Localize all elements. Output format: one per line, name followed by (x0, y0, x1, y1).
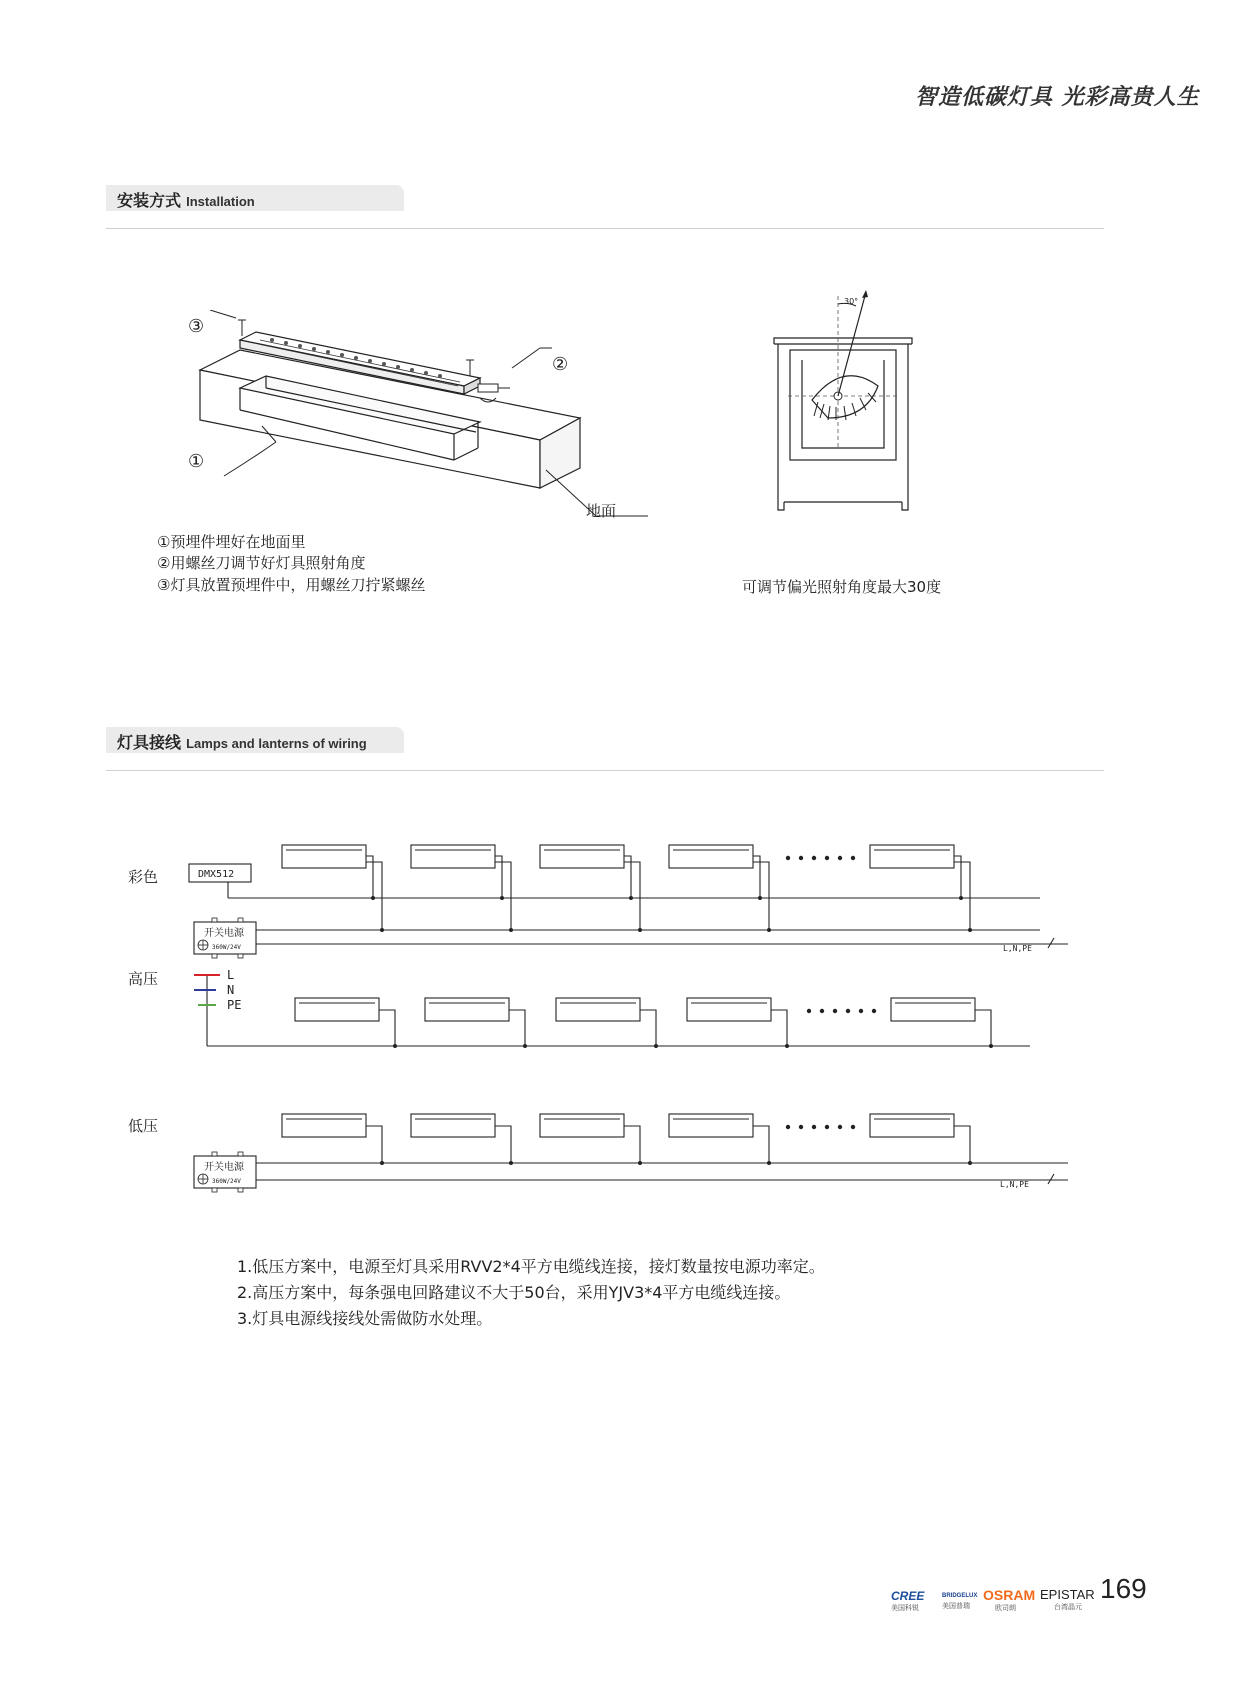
brand-epistar-sub: 台湾晶元 (1054, 1603, 1082, 1611)
fixture-low-5 (870, 1114, 954, 1137)
fixture-high-5 (891, 998, 975, 1021)
brand-bridgelux-name: BRIDGELUX (942, 1593, 978, 1599)
fixture-high-1 (295, 998, 379, 1021)
brand-cree-sub: 美国科锐 (891, 1604, 919, 1612)
installation-title-zh: 安装方式 (117, 191, 182, 210)
line-n-label: N (227, 983, 235, 997)
fixture-low-4 (669, 1114, 753, 1137)
fixture-low-2 (411, 1114, 495, 1137)
lnpe-label-low: L,N,PE (1000, 1180, 1029, 1189)
psu-spec-color: 360W/24V (212, 944, 241, 951)
brand-bridgelux-sub: 美国普瑞 (942, 1602, 970, 1610)
psu-spec-low: 360W/24V (212, 1178, 241, 1185)
brand-bridgelux (942, 1589, 977, 1611)
fixture-high-2 (425, 998, 509, 1021)
header-slogan: 智造低碳灯具 光彩高贵人生 (915, 84, 1200, 110)
wiring-note-3: 3.灯具电源线接线处需做防水处理。 (237, 1309, 493, 1328)
fixture-color-4 (669, 845, 753, 868)
install-step-3: ③灯具放置预埋件中，用螺丝刀拧紧螺丝 (157, 576, 426, 594)
psu-label-color: 开关电源 (204, 928, 244, 939)
ground-label: 地面 (586, 502, 617, 520)
callout-1: ① (188, 451, 205, 472)
install-step-2: ②用螺丝刀调节好灯具照射角度 (157, 554, 366, 572)
wiring-title-zh: 灯具接线 (117, 733, 182, 752)
fixture-color-5 (870, 845, 954, 868)
install-step-1: ①预埋件埋好在地面里 (157, 533, 306, 551)
row-label-low: 低压 (128, 1117, 159, 1135)
fixture-color-2 (411, 845, 495, 868)
angle-note: 可调节偏光照射角度最大30度 (742, 578, 942, 596)
wiring-note-1: 1.低压方案中，电源至灯具采用RVV2*4平方电缆线连接，接灯数量按电源功率定。 (237, 1257, 825, 1276)
lnpe-label-color: L,N,PE (1003, 944, 1032, 953)
brand-epistar-name: EPISTAR (1040, 1587, 1095, 1602)
fixture-low-1 (282, 1114, 366, 1137)
fixture-high-4 (687, 998, 771, 1021)
fixture-color-3 (540, 845, 624, 868)
line-l-label: L (227, 968, 235, 982)
brand-osram-sub: 欧司朗 (995, 1604, 1016, 1612)
angle-label: 30° (844, 297, 859, 306)
page-number: 169 (1100, 1573, 1147, 1604)
brand-cree (891, 1589, 924, 1613)
row-label-high: 高压 (128, 970, 159, 988)
fixture-high-3 (556, 998, 640, 1021)
fixture-low-3 (540, 1114, 624, 1137)
brand-cree-name: CREE (891, 1589, 925, 1603)
wiring-title-en: Lamps and lanterns of wiring (186, 736, 367, 751)
psu-label-low: 开关电源 (204, 1162, 244, 1173)
wiring-note-2: 2.高压方案中，每条强电回路建议不大于50台，采用YJV3*4平方电缆线连接。 (237, 1283, 791, 1302)
line-pe-label: PE (227, 998, 242, 1012)
installation-title-en: Installation (186, 194, 255, 209)
callout-3: ③ (188, 316, 205, 337)
dmx-label: DMX512 (198, 869, 235, 880)
fixture-color-1 (282, 845, 366, 868)
brand-osram (983, 1587, 1035, 1613)
row-label-color: 彩色 (128, 868, 159, 886)
brand-osram-name: OSRAM (983, 1587, 1036, 1603)
callout-2: ② (552, 354, 569, 375)
brand-epistar (1040, 1587, 1095, 1612)
